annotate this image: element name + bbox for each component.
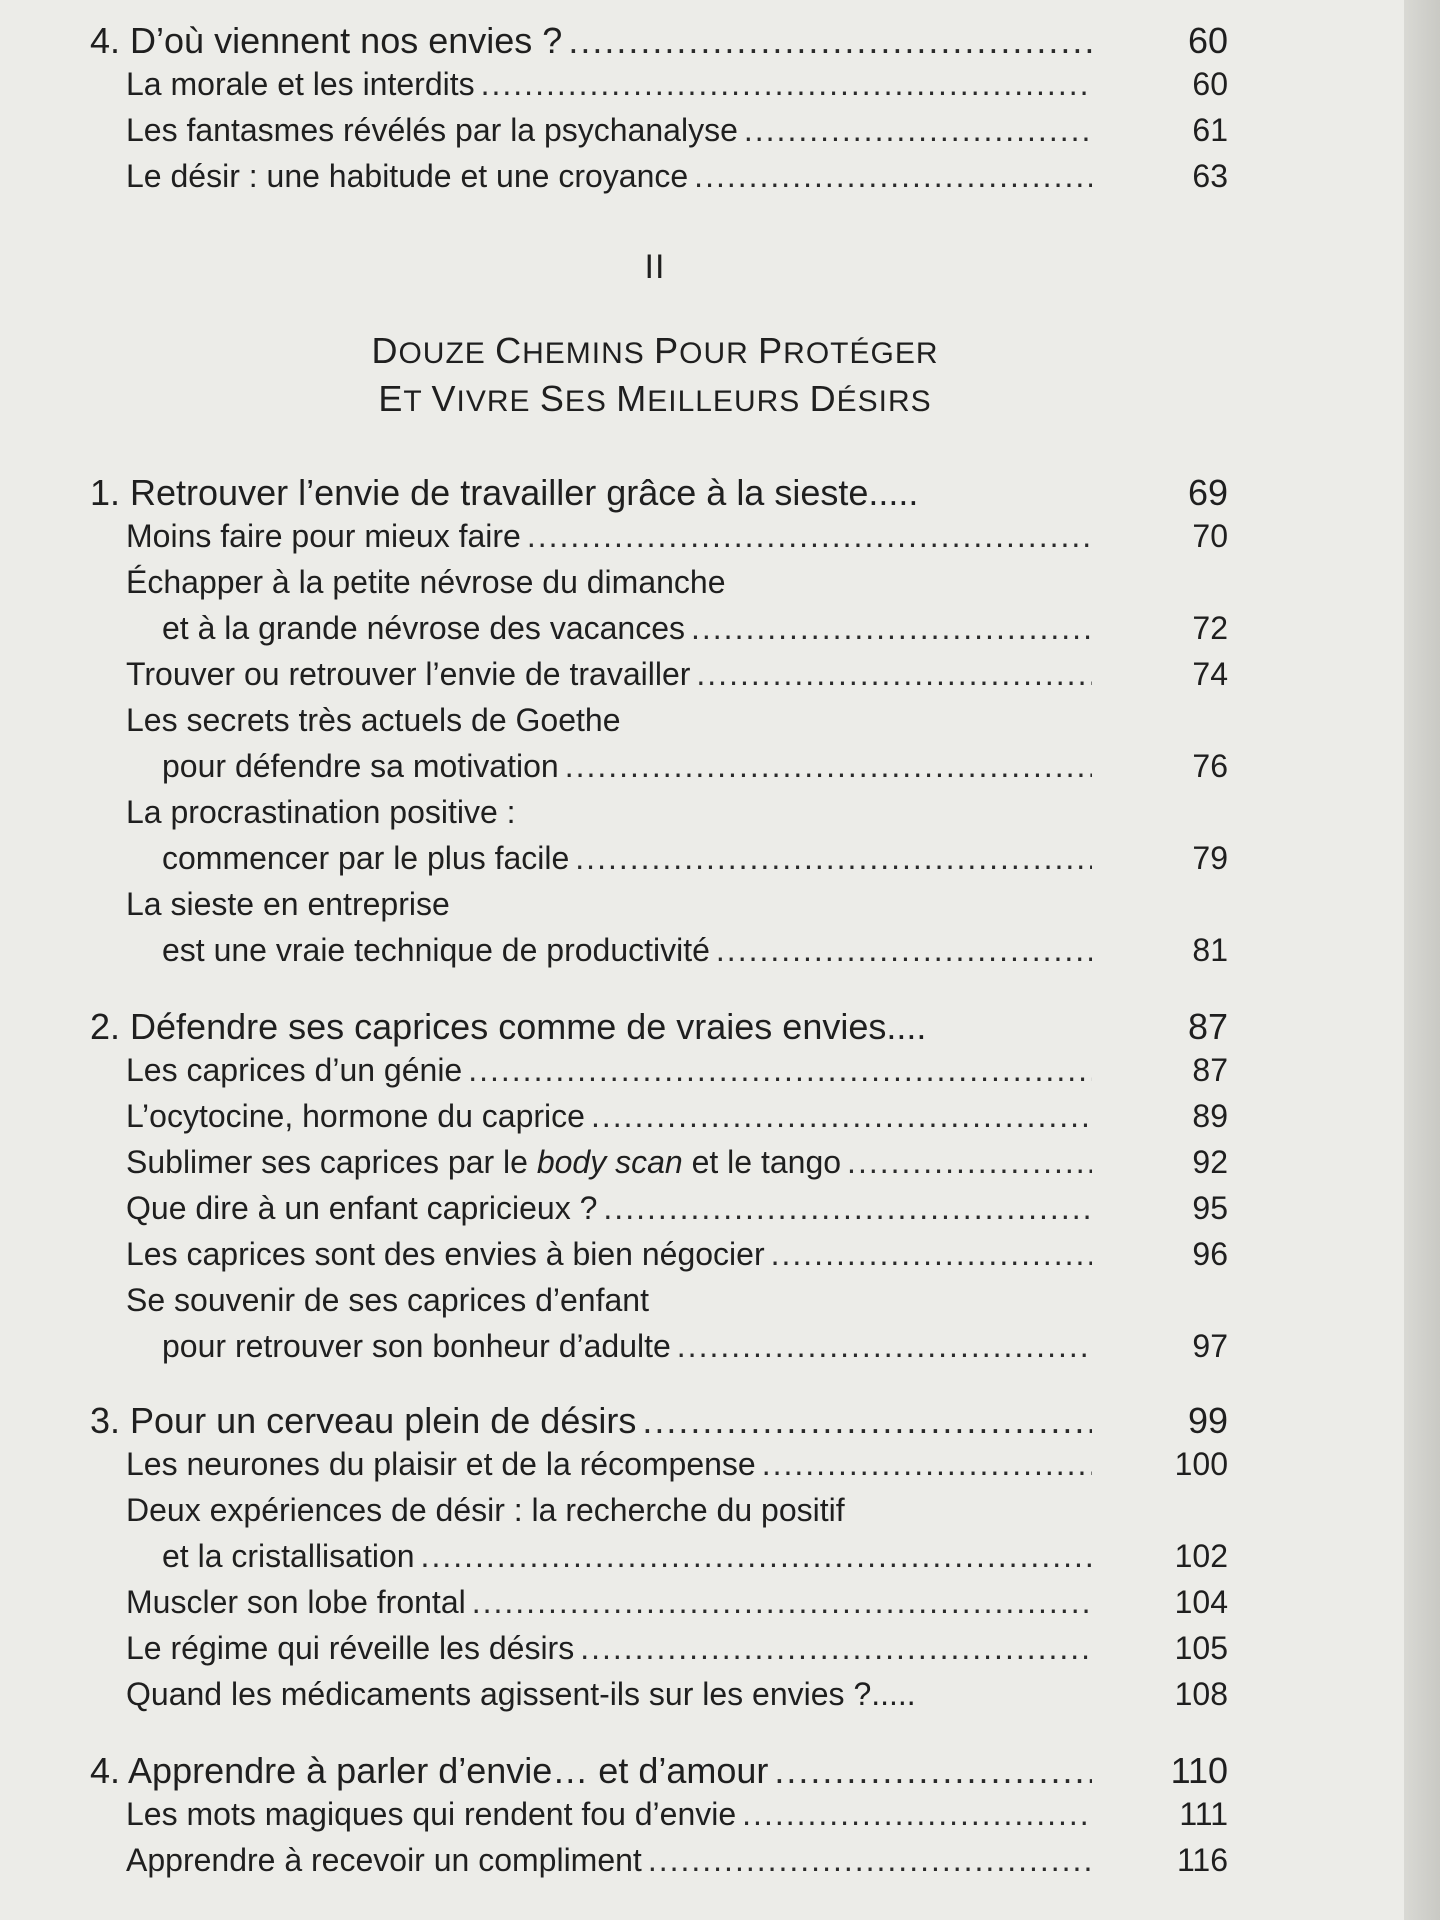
part-title-line-2: ET VIVRE SES MEILLEURS DÉSIRS xyxy=(378,378,932,419)
toc-chapter-entry xyxy=(0,20,1440,66)
dot-leader xyxy=(472,1584,1092,1621)
toc-section-entry xyxy=(0,932,1440,978)
toc-entry-title-wrap xyxy=(0,1098,1092,1135)
toc-entry-title-wrap xyxy=(0,158,1092,195)
toc-entry-title-wrap xyxy=(0,840,1092,877)
toc-entry-title: 3. Pour un cerveau plein de désirs xyxy=(90,1400,637,1441)
dot-leader xyxy=(642,1400,1092,1442)
toc-entry-title-wrap xyxy=(0,748,1092,785)
dot-leader xyxy=(421,1538,1092,1575)
toc-entry-title: Le régime qui réveille les désirs xyxy=(126,1630,575,1666)
toc-entry-title: Apprendre à recevoir un compliment xyxy=(126,1842,642,1878)
toc-entry-title: pour retrouver son bonheur d’adulte xyxy=(162,1328,671,1364)
toc-page-number: 60 xyxy=(1192,66,1228,102)
toc-section-entry xyxy=(0,1492,1440,1538)
toc-entry-title: pour défendre sa motivation xyxy=(162,748,559,784)
toc-entry-title: Sublimer ses caprices par le body scan et le tango xyxy=(126,1144,842,1180)
toc-page-number: 87 xyxy=(1192,1052,1228,1088)
toc-entry-title-wrap xyxy=(0,564,1092,601)
toc-page-number: 92 xyxy=(1192,1144,1228,1180)
small-cap-initial: D xyxy=(371,330,399,371)
toc-entry-title-wrap xyxy=(0,20,1092,62)
toc-entry-title: Le désir : une habitude et une croyance xyxy=(126,158,689,194)
small-cap-initial: D xyxy=(809,378,837,419)
toc-entry-title: Se souvenir de ses caprices d’enfant xyxy=(126,1282,649,1318)
dot-leader xyxy=(565,748,1092,785)
toc-entry-title-wrap xyxy=(0,610,1092,647)
small-cap-initial: S xyxy=(539,378,565,419)
toc-entry-title: La morale et les interdits xyxy=(126,66,475,102)
toc-section-entry xyxy=(0,702,1440,748)
toc-entry-title: et la cristallisation xyxy=(162,1538,415,1574)
toc-section-entry xyxy=(0,66,1440,112)
toc-entry-title-wrap xyxy=(0,656,1092,693)
toc-chapter-entry xyxy=(0,1400,1440,1446)
toc-page-number: 70 xyxy=(1192,518,1228,554)
toc-page-number: 111 xyxy=(1179,1796,1228,1832)
toc-entry-title-wrap xyxy=(0,1400,1092,1442)
italic-fragment: body scan xyxy=(536,1144,683,1180)
toc-entry-title: Les neurones du plaisir et de la récompense xyxy=(126,1446,756,1482)
toc-chapter-entry xyxy=(0,1006,1440,1052)
toc-page-number: 81 xyxy=(1192,932,1228,968)
toc-section-entry xyxy=(0,610,1440,656)
dot-leader xyxy=(580,1630,1092,1667)
toc-entry-title-wrap xyxy=(0,932,1092,969)
toc-section-entry xyxy=(0,112,1440,158)
toc-entry-title-wrap xyxy=(0,1282,1092,1319)
toc-entry-title-wrap xyxy=(0,1842,1092,1879)
toc-entry-title-wrap xyxy=(0,1328,1092,1365)
toc-entry-title-wrap xyxy=(0,1538,1092,1575)
toc-entry-title-wrap xyxy=(0,1144,1092,1181)
toc-entry-title: 1. Retrouver l’envie de travailler grâce à la sieste..... xyxy=(90,472,919,513)
toc-section-entry xyxy=(0,1236,1440,1282)
toc-page-number: 100 xyxy=(1174,1446,1228,1482)
toc-entry-title: 4. Apprendre à parler d’envie… et d’amour xyxy=(90,1750,769,1791)
toc-page-number: 72 xyxy=(1192,610,1228,646)
toc-entry-title: Les caprices sont des envies à bien négocier xyxy=(126,1236,765,1272)
toc-entry-title: Que dire à un enfant capricieux ? xyxy=(126,1190,598,1226)
toc-entry-title-wrap xyxy=(0,66,1092,103)
toc-section-entry xyxy=(0,1098,1440,1144)
toc-section-entry xyxy=(0,158,1440,204)
toc-section-entry xyxy=(0,518,1440,564)
dot-leader xyxy=(847,1144,1092,1181)
toc-page-number: 105 xyxy=(1174,1630,1228,1666)
dot-leader xyxy=(677,1328,1092,1365)
toc-page-number: 95 xyxy=(1192,1190,1228,1226)
toc-section-entry xyxy=(0,1328,1440,1374)
small-cap-initial: P xyxy=(654,330,680,371)
toc-page-number: 99 xyxy=(1187,1400,1228,1441)
toc-page-number: 69 xyxy=(1187,472,1228,513)
toc-entry-title: Muscler son lobe frontal xyxy=(126,1584,466,1620)
toc-page-number: 102 xyxy=(1174,1538,1228,1574)
toc-entry-title: Deux expériences de désir : la recherche du positif xyxy=(126,1492,845,1528)
dot-leader xyxy=(691,610,1092,647)
dot-leader xyxy=(568,20,1092,62)
toc-entry-title-wrap xyxy=(0,1492,1092,1529)
toc-page-number: 96 xyxy=(1192,1236,1228,1272)
toc-entry-title-wrap xyxy=(0,1446,1092,1483)
dot-leader xyxy=(648,1842,1092,1879)
small-cap-initial: E xyxy=(378,378,404,419)
toc-entry-title-wrap xyxy=(0,1676,1092,1713)
toc-section-entry xyxy=(0,1584,1440,1630)
toc-entry-title: Trouver ou retrouver l’envie de travailler xyxy=(126,656,691,692)
toc-page-number: 76 xyxy=(1192,748,1228,784)
toc-section-entry xyxy=(0,1052,1440,1098)
toc-page-number: 79 xyxy=(1192,840,1228,876)
toc-entry-title-wrap xyxy=(0,1190,1092,1227)
toc-entry-title: est une vraie technique de productivité xyxy=(162,932,710,968)
toc-page-number: 116 xyxy=(1176,1842,1228,1878)
toc-page-number: 110 xyxy=(1170,1750,1228,1791)
toc-entry-title: commencer par le plus facile xyxy=(162,840,570,876)
toc-page-number: 74 xyxy=(1192,656,1228,692)
toc-entry-title: La procrastination positive : xyxy=(126,794,516,830)
toc-section-entry xyxy=(0,748,1440,794)
toc-entry-title-wrap xyxy=(0,1750,1092,1792)
dot-leader xyxy=(762,1446,1092,1483)
toc-entry-title: Quand les médicaments agissent-ils sur les envies ?..... xyxy=(126,1676,916,1712)
dot-leader xyxy=(696,656,1092,693)
toc-entry-title-wrap xyxy=(0,518,1092,555)
toc-entry-title: Échapper à la petite névrose du dimanche xyxy=(126,564,726,600)
small-cap-initial: P xyxy=(758,330,784,371)
toc-section-entry xyxy=(0,794,1440,840)
toc-entry-title-wrap xyxy=(0,1052,1092,1089)
toc-entry-title: Les secrets très actuels de Goethe xyxy=(126,702,621,738)
toc-entry-title-wrap xyxy=(0,1006,1092,1048)
toc-section-entry xyxy=(0,840,1440,886)
toc-section-entry xyxy=(0,886,1440,932)
toc-section-entry xyxy=(0,1190,1440,1236)
dot-leader xyxy=(742,1796,1092,1833)
toc-entry-title: Les fantasmes révélés par la psychanalyse xyxy=(126,112,738,148)
toc-entry-title-wrap xyxy=(0,1630,1092,1667)
dot-leader xyxy=(603,1190,1092,1227)
toc-entry-title-wrap xyxy=(0,1236,1092,1273)
toc-entry-title-wrap xyxy=(0,472,1092,514)
dot-leader xyxy=(694,158,1092,195)
toc-entry-title-wrap xyxy=(0,112,1092,149)
page-edge xyxy=(1404,0,1440,1920)
toc-entry-title-wrap xyxy=(0,1796,1092,1833)
toc-chapter-entry xyxy=(0,1750,1440,1796)
toc-page-number: 60 xyxy=(1187,20,1228,61)
dot-leader xyxy=(481,66,1092,103)
part-number: II xyxy=(644,248,666,286)
dot-leader xyxy=(591,1098,1092,1135)
small-cap-initial: V xyxy=(431,378,457,419)
toc-entry-title: 4. D’où viennent nos envies ? xyxy=(90,20,563,61)
toc-page-number: 89 xyxy=(1192,1098,1228,1134)
part-title-line-1: DOUZE CHEMINS POUR PROTÉGER xyxy=(371,330,939,371)
toc-entry-title-wrap xyxy=(0,1584,1092,1621)
small-cap-initial: M xyxy=(616,378,648,419)
toc-section-entry xyxy=(0,1842,1440,1888)
toc-section-entry xyxy=(0,1676,1440,1722)
toc-page-number: 97 xyxy=(1192,1328,1228,1364)
toc-entry-title: 2. Défendre ses caprices comme de vraies envies.... xyxy=(90,1006,927,1047)
toc-entry-title-wrap xyxy=(0,794,1092,831)
toc-section-entry xyxy=(0,1630,1440,1676)
toc-page-number: 87 xyxy=(1187,1006,1228,1047)
small-cap-initial: C xyxy=(495,330,523,371)
toc-page-number: 108 xyxy=(1174,1676,1228,1712)
toc-section-entry xyxy=(0,1538,1440,1584)
toc-section-entry xyxy=(0,656,1440,702)
dot-leader xyxy=(468,1052,1092,1089)
dot-leader xyxy=(774,1750,1092,1792)
toc-page-number: 61 xyxy=(1192,112,1228,148)
toc-section-entry xyxy=(0,564,1440,610)
toc-section-entry xyxy=(0,1144,1440,1190)
toc-entry-title: et à la grande névrose des vacances xyxy=(162,610,685,646)
toc-entry-title-wrap xyxy=(0,702,1092,739)
dot-leader xyxy=(716,932,1092,969)
dot-leader xyxy=(527,518,1092,555)
toc-entry-title: L’ocytocine, hormone du caprice xyxy=(126,1098,585,1134)
toc-entry-title: Moins faire pour mieux faire xyxy=(126,518,521,554)
toc-page-number: 104 xyxy=(1174,1584,1228,1620)
toc-entry-title-wrap xyxy=(0,886,1092,923)
toc-section-entry xyxy=(0,1282,1440,1328)
toc-entry-title: Les caprices d’un génie xyxy=(126,1052,463,1088)
toc-section-entry xyxy=(0,1446,1440,1492)
dot-leader xyxy=(771,1236,1092,1273)
toc-entry-title: La sieste en entreprise xyxy=(126,886,450,922)
toc-entry-title: Les mots magiques qui rendent fou d’envie xyxy=(126,1796,737,1832)
toc-section-entry xyxy=(0,1796,1440,1842)
dot-leader xyxy=(575,840,1092,877)
toc-chapter-entry xyxy=(0,472,1440,518)
dot-leader xyxy=(744,112,1092,149)
toc-page-number: 63 xyxy=(1192,158,1228,194)
